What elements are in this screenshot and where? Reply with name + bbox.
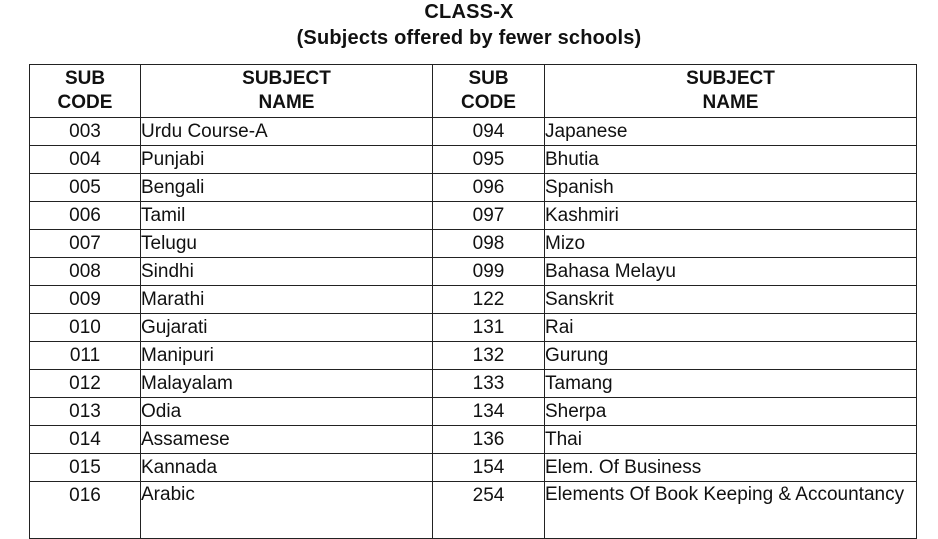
sub-code-cell: 013 — [30, 398, 141, 426]
subject-name-cell: Rai — [545, 314, 917, 342]
subject-name-cell: Telugu — [141, 230, 433, 258]
subject-name-cell: Tamang — [545, 370, 917, 398]
sub-code-cell: 014 — [30, 426, 141, 454]
subject-name-cell: Spanish — [545, 174, 917, 202]
subject-name-cell: Mizo — [545, 230, 917, 258]
table-row — [30, 426, 917, 454]
table-row — [30, 258, 917, 286]
sub-code-cell: 133 — [433, 370, 545, 398]
subject-name-cell: Sherpa — [545, 398, 917, 426]
sub-code-cell: 003 — [30, 118, 141, 146]
subject-name-cell: Arabic — [141, 482, 433, 539]
subject-name-cell: Elements Of Book Keeping & Accountancy — [545, 482, 917, 539]
subject-name-cell: Kashmiri — [545, 202, 917, 230]
sub-code-cell: 131 — [433, 314, 545, 342]
sub-code-cell: 010 — [30, 314, 141, 342]
sub-code-cell: 154 — [433, 454, 545, 482]
subject-name-cell: Malayalam — [141, 370, 433, 398]
sub-code-cell: 122 — [433, 286, 545, 314]
table-row — [30, 286, 917, 314]
subject-name-cell: Odia — [141, 398, 433, 426]
sub-code-cell: 009 — [30, 286, 141, 314]
sub-code-cell: 004 — [30, 146, 141, 174]
sub-code-cell: 007 — [30, 230, 141, 258]
sub-code-cell: 008 — [30, 258, 141, 286]
table-row — [30, 454, 917, 482]
subject-name-cell: Urdu Course-A — [141, 118, 433, 146]
sub-code-cell: 005 — [30, 174, 141, 202]
table-row — [30, 314, 917, 342]
subject-name-cell: Sanskrit — [545, 286, 917, 314]
subject-name-cell: Japanese — [545, 118, 917, 146]
table-row — [30, 202, 917, 230]
subject-name-cell: Bengali — [141, 174, 433, 202]
table-header-row — [30, 65, 917, 118]
table-row — [30, 370, 917, 398]
subject-name-cell: Bahasa Melayu — [545, 258, 917, 286]
table-row — [30, 118, 917, 146]
sub-code-cell: 095 — [433, 146, 545, 174]
sub-code-cell: 098 — [433, 230, 545, 258]
subject-name-cell: Gurung — [545, 342, 917, 370]
subject-name-cell: Punjabi — [141, 146, 433, 174]
sub-code-cell: 097 — [433, 202, 545, 230]
table-row — [30, 482, 917, 539]
subject-name-cell: Tamil — [141, 202, 433, 230]
subject-name-cell: Marathi — [141, 286, 433, 314]
sub-code-cell: 006 — [30, 202, 141, 230]
header-sub-code-1: SUB CODE — [30, 65, 141, 118]
header-subject-name-2: SUBJECT NAME — [545, 65, 917, 118]
table-body — [30, 118, 917, 539]
subject-name-cell: Gujarati — [141, 314, 433, 342]
sub-code-cell: 015 — [30, 454, 141, 482]
sub-code-cell: 136 — [433, 426, 545, 454]
sub-code-cell: 016 — [30, 482, 141, 539]
header-subject-name-1: SUBJECT NAME — [141, 65, 433, 118]
sub-code-cell: 094 — [433, 118, 545, 146]
sub-code-cell: 011 — [30, 342, 141, 370]
table-row — [30, 342, 917, 370]
subject-name-cell: Sindhi — [141, 258, 433, 286]
table-row — [30, 174, 917, 202]
header-sub-code-2: SUB CODE — [433, 65, 545, 118]
page-subtitle: (Subjects offered by fewer schools) — [296, 27, 642, 49]
subject-name-cell: Kannada — [141, 454, 433, 482]
sub-code-cell: 096 — [433, 174, 545, 202]
table-row — [30, 146, 917, 174]
subject-name-cell: Bhutia — [545, 146, 917, 174]
subject-name-cell: Manipuri — [141, 342, 433, 370]
sub-code-cell: 099 — [433, 258, 545, 286]
sub-code-cell: 254 — [433, 482, 545, 539]
sub-code-cell: 012 — [30, 370, 141, 398]
subjects-table — [29, 64, 917, 539]
subject-name-cell: Assamese — [141, 426, 433, 454]
sub-code-cell: 134 — [433, 398, 545, 426]
subject-name-cell: Thai — [545, 426, 917, 454]
subject-name-cell: Elem. Of Business — [545, 454, 917, 482]
sub-code-cell: 132 — [433, 342, 545, 370]
table-row — [30, 398, 917, 426]
table-row — [30, 230, 917, 258]
page-title: CLASS-X — [424, 1, 514, 23]
